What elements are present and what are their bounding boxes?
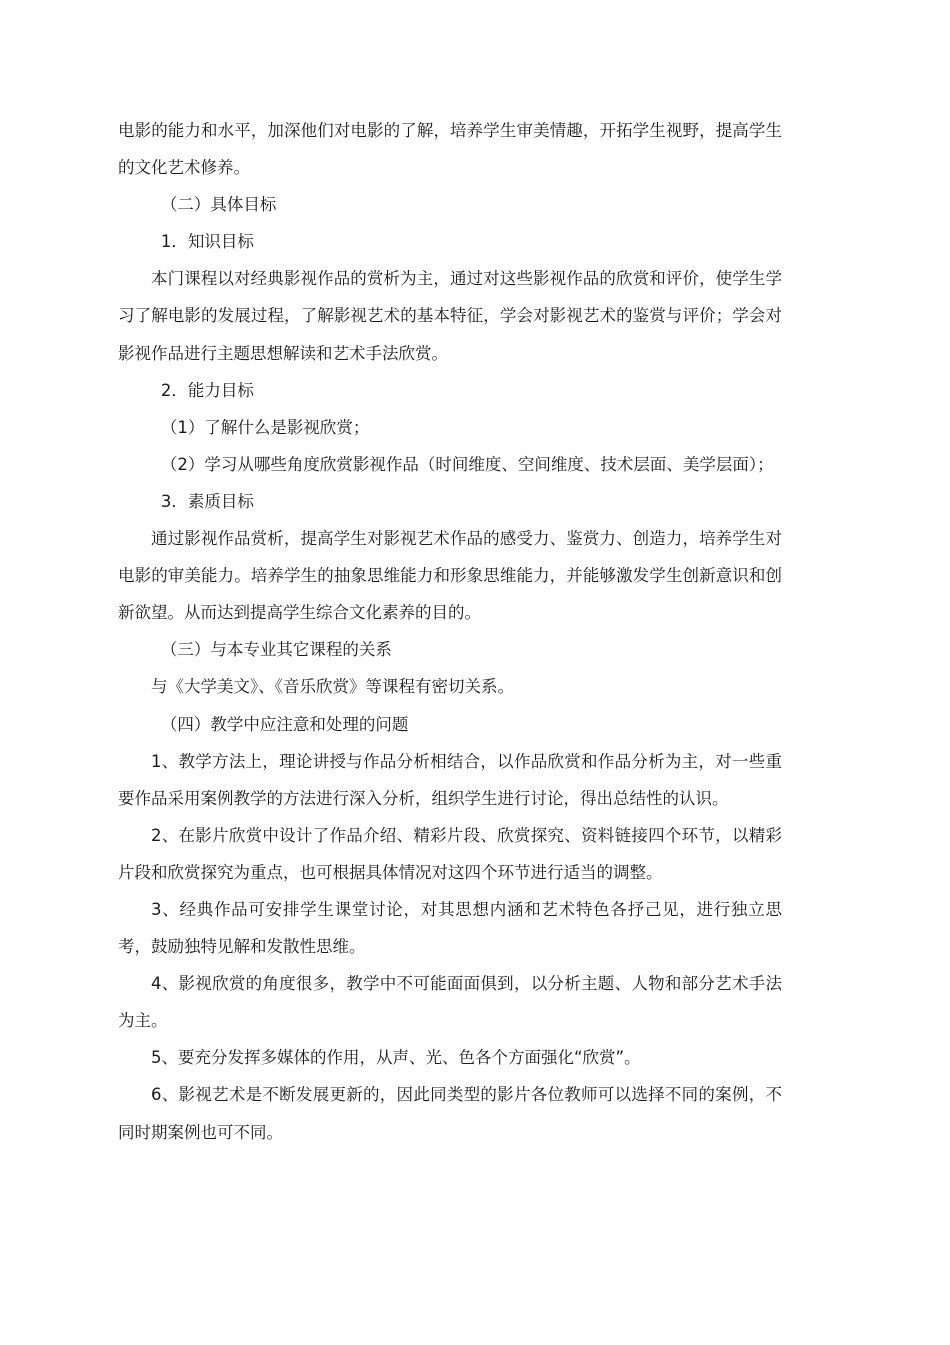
list-item-issue-1: 1、教学方法上，理论讲授与作品分析相结合，以作品欣赏和作品分析为主，对一些重要作品采用案例教学的方法进行深入分析，组织学生进行讨论，得出总结性的认识。 [118,751,782,808]
paragraph-intro-continuation: 电影的能力和水平，加深他们对电影的了解，培养学生审美情趣，开拓学生视野，提高学生的文化艺术修养。 [118,121,782,178]
list-item-ability-1: （1）了解什么是影视欣赏； [160,417,370,437]
heading-teaching-issues: （四）教学中应注意和处理的问题 [160,714,409,734]
list-item-issue-6: 6、影视艺术是不断发展更新的，因此同类型的影片各位教师可以选择不同的案例，不同时期案例也可不同。 [118,1085,782,1142]
list-item-issue-5: 5、要充分发挥多媒体的作用，从声、光、色各个方面强化“欣赏”。 [151,1048,641,1068]
list-item-issue-2: 2、在影片欣赏中设计了作品介绍、精彩片段、欣赏探究、资料链接四个环节，以精彩片段和欣赏探究为重点，也可根据具体情况对这四个环节进行适当的调整。 [118,825,782,882]
heading-quality-goals: 3．素质目标 [160,491,254,511]
list-item-issue-3: 3、经典作品可安排学生课堂讨论，对其思想内涵和艺术特色各抒己见，进行独立思考，鼓励独特见解和发散性思维。 [118,899,782,957]
list-item-issue-4: 4、影视欣赏的角度很多，教学中不可能面面俱到，以分析主题、人物和部分艺术手法为主。 [118,974,782,1031]
heading-course-relations: （三）与本专业其它课程的关系 [160,640,392,660]
paragraph-knowledge-goals: 本门课程以对经典影视作品的赏析为主，通过对这些影视作品的欣赏和评价，使学生学习了解电影的发展过程，了解影视艺术的基本特征，学会对影视艺术的鉴赏与评价；学会对影视作品进行主题思想解读和艺术手法欣赏。 [118,269,782,363]
heading-knowledge-goals: 1．知识目标 [160,232,254,252]
document-page [118,112,782,1151]
list-item-ability-2: （2）学习从哪些角度欣赏影视作品（时间维度、空间维度、技术层面、美学层面）； [160,454,774,474]
heading-specific-goals: （二）具体目标 [160,195,277,215]
paragraph-quality-goals: 通过影视作品赏析，提高学生对影视艺术作品的感受力、鉴赏力、创造力，培养学生对电影的审美能力。培养学生的抽象思维能力和形象思维能力，并能够激发学生创新意识和创新欲望。从而达到提高学生综合文化素养的目的。 [118,529,782,623]
paragraph-course-relations: 与《大学美文》、《音乐欣赏》等课程有密切关系。 [151,677,514,697]
heading-ability-goals: 2．能力目标 [160,380,254,400]
